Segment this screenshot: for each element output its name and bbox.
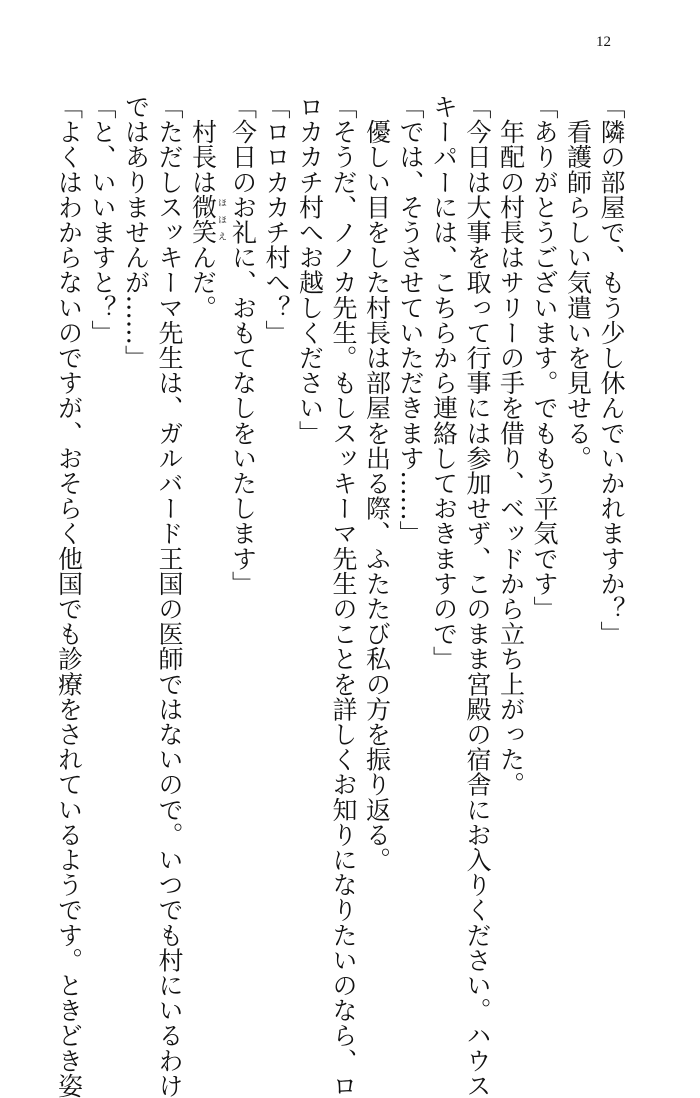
page-number: 12 (596, 34, 611, 50)
ruby-base: 微笑 (188, 194, 218, 245)
text-line: 「では、そうさせていただきます……」 (396, 94, 425, 546)
text-line: 「と、いいますと？」 (88, 94, 117, 345)
text-line: 優しい目をした村長は部屋を出る際、ふたたび私の方を振り返る。 (362, 94, 392, 873)
text-line-with-ruby (186, 94, 226, 914)
text-line: 「今日のお礼に、おもてなしをいたします」 (228, 94, 258, 596)
text-line: 「よくはわからないのですが、おそらく他国でも診療をされているようです。ときどき姿 (54, 94, 84, 1098)
ruby-reading: ほほえ (216, 194, 226, 245)
text-line: 看護師らしい気遣いを見せる。 (563, 94, 593, 471)
novel-text-body (52, 94, 628, 1098)
text-line: 「今日は大事を取って行事には参加せず、このまま宮殿の宿舎にお入りください。ハウス (463, 94, 492, 1098)
text-line: 年配の村長はサリーの手を借り、ベッドから立ち上がった。 (496, 94, 526, 797)
text-line: 「隣の部屋で、もう少し休んでいかれますか？」 (597, 94, 626, 647)
ruby-word (188, 194, 226, 245)
ruby-line-after: んだ。 (188, 244, 218, 320)
text-line: ではありませんが……」 (121, 94, 151, 371)
text-line: 「ただしスッキーマ先生は、ガルバード王国の医師ではないので。いつでも村にいるわけ (155, 94, 184, 1098)
text-line: 「ありがとうございます。でももう平気です」 (530, 94, 559, 622)
text-line: 「そうだ、ノノカ先生。もしスッキーマ先生のことを詳しくお知りになりたいのなら、ロ (329, 94, 358, 1098)
ruby-line-before: 村長は (188, 94, 218, 195)
text-line: キーパーには、こちらから連絡しておきますので」 (429, 94, 459, 672)
text-line: ロカカチ村へお越しください」 (295, 94, 325, 446)
text-line: 「ロロカカチ村へ？」 (262, 94, 291, 345)
